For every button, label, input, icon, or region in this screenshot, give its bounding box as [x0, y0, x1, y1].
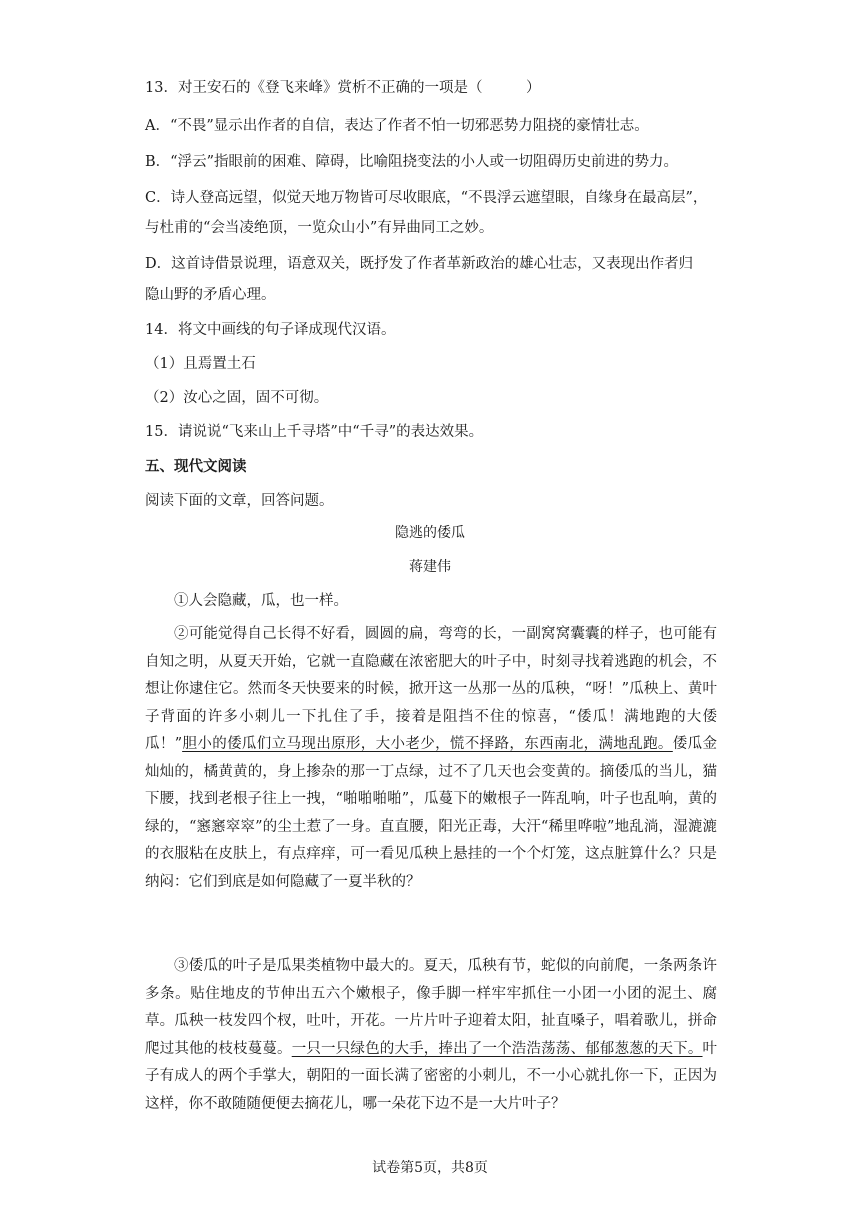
page-footer: 试卷第5页，共8页 — [372, 1160, 488, 1176]
article-author: 蒋建伟 — [409, 559, 451, 575]
q13-option-d-line2: 隐山野的矛盾心理。 — [145, 287, 276, 303]
q13-option-d-line1: D．这首诗借景说理，语意双关，既抒发了作者革新政治的雄心壮志，又表现出作者归 — [145, 256, 694, 272]
paragraph-1-text: ①人会隐藏，瓜，也一样。 — [174, 593, 348, 609]
article-title: 隐逃的倭瓜 — [395, 525, 465, 541]
paragraph-2-text-a: ②可能觉得自己长得不好看，圆圆的扁，弯弯的长，一副窝窝囊囊的样子，也可能有自知之明，从夏天开始，它就一直隐藏在浓密肥大的叶子中，时刻寻找着逃跑的机会，不想让你逮住它。然而冬天快要来的时候，掀开这一丛那一丛的瓜秧，“呀！”瓜秧上、黄叶子背面的许多小刺儿一下扎住了手，接着是阻挡不住的惊喜，“倭瓜！满地跑的大倭瓜！” — [145, 626, 717, 752]
q13-option-b: B．“浮云”指眼前的困难、障碍，比喻阻挠变法的小人或一切阻碍历史前进的势力。 — [145, 154, 678, 170]
paragraph-3-text-b: 叶子有成人的两个手掌大，朝阳的一面长满了密密的小刺儿，不一小心就扎你一下，正因为这样，你不敢随随便便去摘花儿，哪一朵花下边不是一大片叶子？ — [145, 1040, 718, 1112]
q13-option-a: A．“不畏”显示出作者的自信，表达了作者不怕一切邪恶势力阻挠的豪情壮志。 — [145, 118, 649, 134]
q14-item-1: （1）且焉置土石 — [145, 356, 256, 372]
section-instruction: 阅读下面的文章，回答问题。 — [145, 493, 334, 509]
q14-item-2: （2）汝心之固，固不可彻。 — [145, 390, 329, 406]
article-paragraph-2 — [145, 621, 717, 896]
q13-option-c-line1: C．诗人登高远望，似觉天地万物皆可尽收眼底，“不畏浮云遮望眼，自缘身在最高层”， — [145, 190, 708, 206]
paragraph-2-underlined-sentence: 胆小的倭瓜们立马现出原形，大小老少，慌不择路，东西南北，满地乱跑。 — [182, 736, 673, 752]
q14-stem: 14．将文中画线的句子译成现代汉语。 — [145, 322, 396, 338]
article-paragraph-3 — [145, 953, 717, 1118]
q15-stem: 15．请说说“飞来山上千寻塔”中“千寻”的表达效果。 — [145, 424, 484, 440]
paragraph-3-underlined-sentence: 一只一只绿色的大手，捧出了一个浩浩荡荡、郁郁葱葱的天下。 — [291, 1040, 703, 1057]
article-paragraph-1 — [145, 588, 717, 616]
section-heading: 五、现代文阅读 — [145, 458, 247, 475]
paragraph-3-text-a: ③倭瓜的叶子是瓜果类植物中最大的。夏天，瓜秧有节，蛇似的向前爬，一条两条许多条。贴住地皮的节伸出五六个嫩根子，像手脚一样牢牢抓住一小团一小团的泥土、腐草。瓜秧一枝发四个杈，吐叶，开花。一片片叶子迎着太阳，扯直嗓子，唱着歌儿，拼命爬过其他的枝枝蔓蔓。 — [145, 958, 717, 1057]
q13-stem: 13．对王安石的《登飞来峰》赏析不正确的一项是（ ） — [145, 80, 541, 96]
paragraph-2-text-b: 倭瓜金灿灿的，橘黄黄的，身上掺杂的那一丁点绿，过不了几天也会变黄的。摘倭瓜的当儿，猫下腰，找到老根子往上一拽，“啪啪啪啪”，瓜蔓下的嫩根子一阵乱响，叶子也乱响，黄的绿的，“窸窸窣窣”的尘土惹了一身。直直腰，阳光正毒，大汗“稀里哗啦”地乱淌，湿漉漉的衣服粘在皮肤上，有点痒痒，可一看见瓜秧上悬挂的一个个灯笼，这点脏算什么？只是纳闷：它们到底是如何隐藏了一夏半秋的？ — [145, 736, 718, 890]
q13-option-c-line2: 与杜甫的“会当凌绝顶，一览众山小”有异曲同工之妙。 — [145, 220, 494, 236]
